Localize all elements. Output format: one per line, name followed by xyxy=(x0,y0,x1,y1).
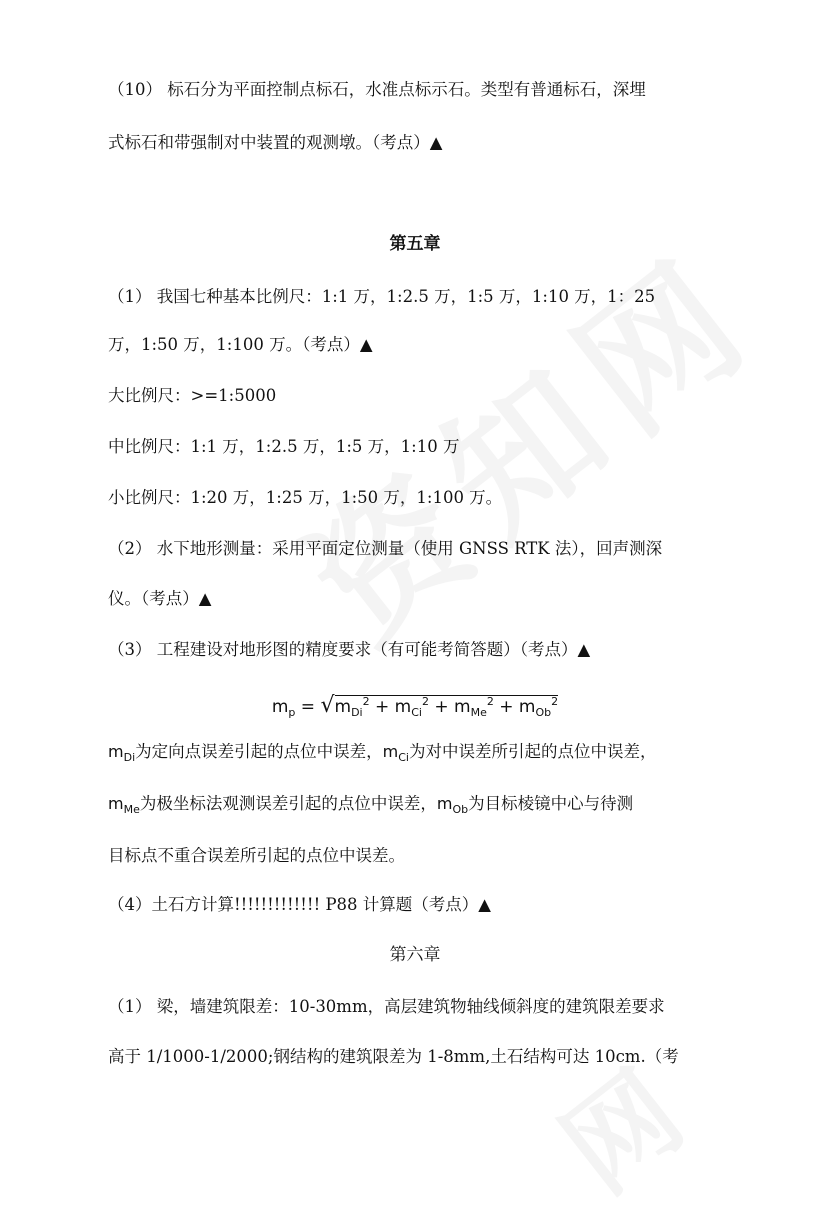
scale-large: 大比例尺：>=1:5000 xyxy=(108,386,277,405)
explain-line3: 目标点不重合误差所引起的点位中误差。 xyxy=(108,846,405,865)
ch6-item-1-line2: 高于 1/1000-1/2000;钢结构的建筑限差为 1-8mm,土石结构可达 10cm.（考 xyxy=(108,1047,679,1066)
scale-small: 小比例尺：1:20 万，1:25 万，1:50 万，1:100 万。 xyxy=(108,488,503,507)
ch5-item-4: （4）土石方计算!!!!!!!!!!!!! P88 计算题（考点）▲ xyxy=(108,895,491,914)
ch5-item-1-line1: （1） 我国七种基本比例尺：1:1 万，1:2.5 万，1:5 万，1:10 万，1：25 xyxy=(108,287,656,306)
ch5-item-2-line1: （2） 水下地形测量：采用平面定位测量（使用 GNSS RTK 法），回声测深 xyxy=(108,539,663,558)
ch5-item-3: （3） 工程建设对地形图的精度要求（有可能考简答题）（考点）▲ xyxy=(108,640,591,659)
scale-medium: 中比例尺：1:1 万，1:2.5 万，1:5 万，1:10 万 xyxy=(108,437,460,456)
ch5-item-1-line2: 万，1:50 万，1:100 万。（考点）▲ xyxy=(108,335,373,354)
sqrt-symbol: √ xyxy=(320,693,335,718)
explain-line1: $m_{Di}$为定向点误差引起的点位中误差，$m_{Ci}$为对中误差所引起的点位中误差， xyxy=(108,742,657,764)
item-10-line2: 式标石和带强制对中装置的观测墩。（考点）▲ xyxy=(108,133,443,152)
chapter-5-title: 第五章 xyxy=(389,234,441,254)
ch5-item-2-line2: 仪。（考点）▲ xyxy=(108,589,212,608)
chapter-6-title: 第六章 xyxy=(389,945,441,965)
ch6-item-1-line1: （1） 梁，墙建筑限差：10-30mm，高层建筑物轴线倾斜度的建筑限差要求 xyxy=(108,997,665,1016)
error-formula: $m_p = √m_{Di}^2 + m_{Ci}^2 + m_{Me}^2 + m_{Ob}^2$ xyxy=(271,693,559,719)
item-10-line1: （10） 标石分为平面控制点标石，水准点标示石。类型有普通标石，深埋 xyxy=(108,80,646,99)
explain-line2: $m_{Me}$为极坐标法观测误差引起的点位中误差，$m_{Ob}$为目标棱镜中心与待测 xyxy=(108,794,634,816)
